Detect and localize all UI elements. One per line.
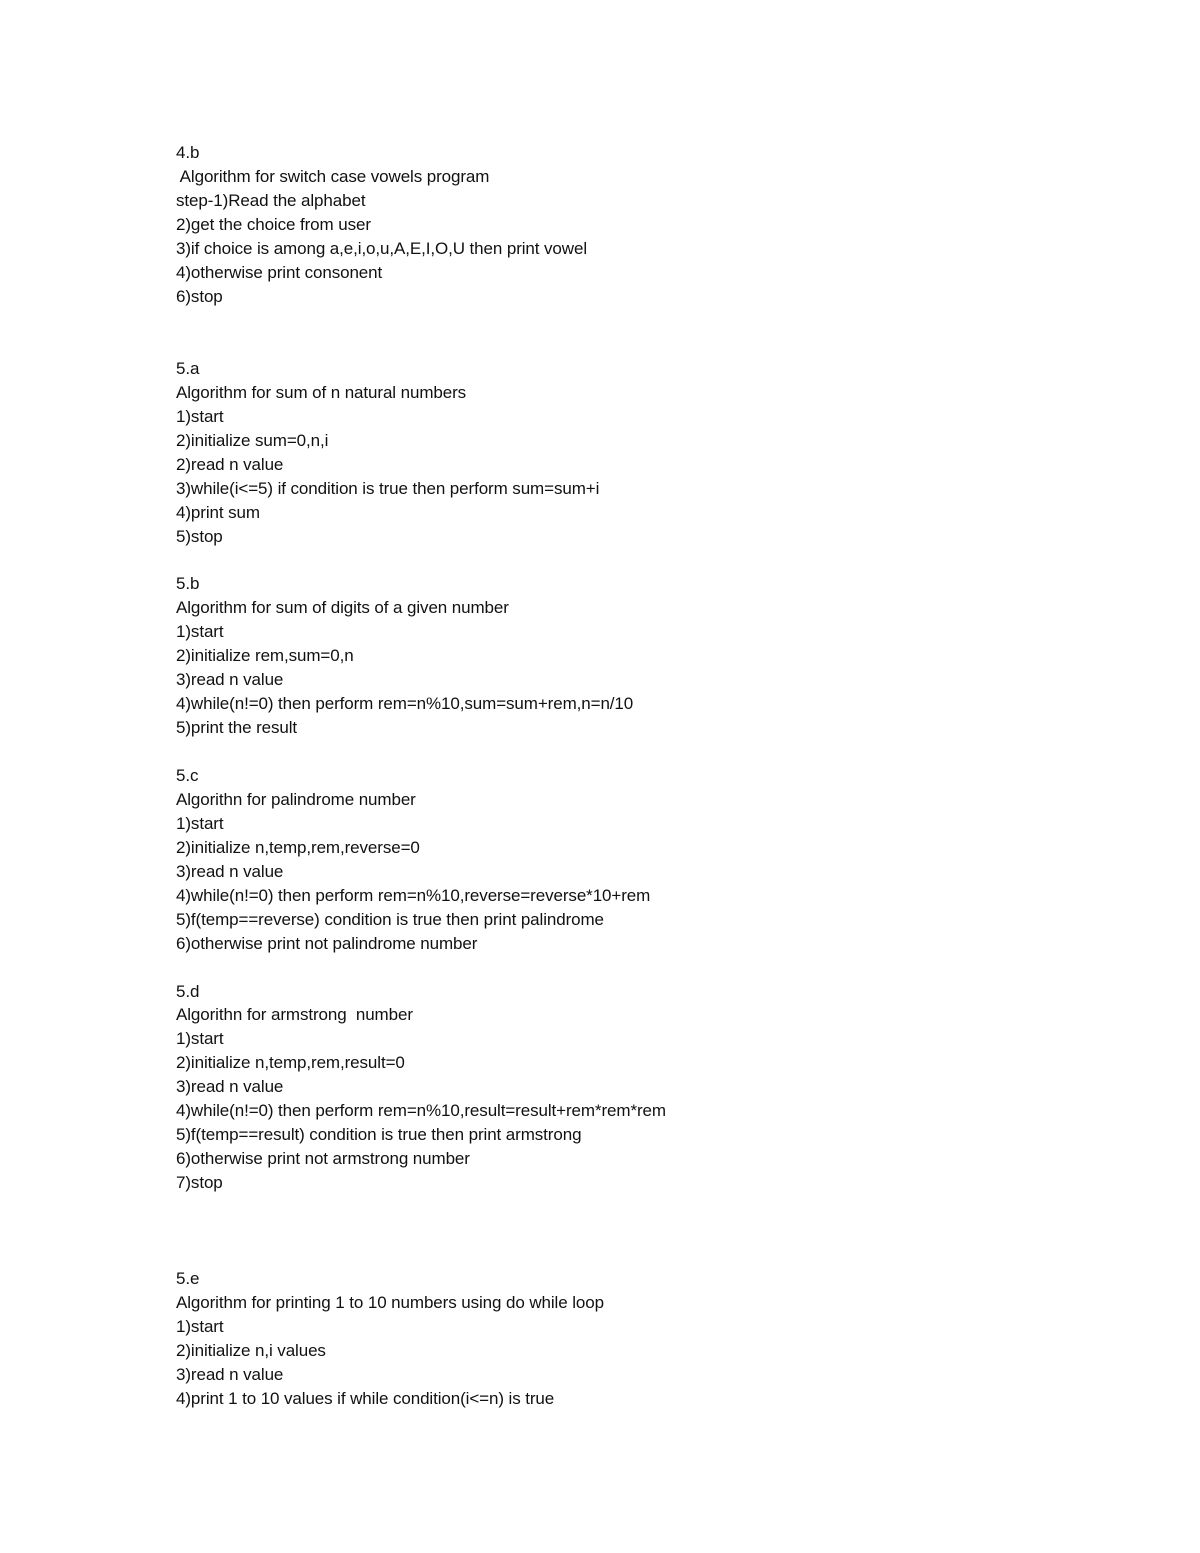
algorithm-title: Algorithn for armstrong number (176, 1005, 413, 1024)
algorithm-step: 6)stop (176, 287, 223, 306)
section-heading-5e: 5.e (176, 1269, 200, 1288)
algorithm-step: 2)initialize sum=0,n,i (176, 431, 329, 450)
algorithm-step: 2)read n value (176, 455, 284, 474)
algorithm-title: Algorithn for palindrome number (176, 790, 416, 809)
algorithm-step: step-1)Read the alphabet (176, 191, 366, 210)
algorithm-step: 4)print sum (176, 503, 260, 522)
algorithm-step: 3)read n value (176, 862, 284, 881)
algorithm-step: 2)initialize n,temp,rem,result=0 (176, 1053, 405, 1072)
algorithm-step: 5)print the result (176, 718, 298, 737)
algorithm-step: 1)start (176, 407, 224, 426)
algorithm-step: 3)if choice is among a,e,i,o,u,A,E,I,O,U then print vowel (176, 239, 587, 258)
algorithm-step: 6)otherwise print not armstrong number (176, 1149, 470, 1168)
algorithm-step: 1)start (176, 1317, 224, 1336)
algorithm-step: 2)initialize n,temp,rem,reverse=0 (176, 838, 420, 857)
algorithm-step: 4)print 1 to 10 values if while condition(i<=n) is true (176, 1389, 555, 1408)
algorithm-step: 3)read n value (176, 670, 284, 689)
algorithm-step: 3)read n value (176, 1365, 284, 1384)
algorithm-step: 5)f(temp==result) condition is true then print armstrong (176, 1125, 582, 1144)
algorithm-step: 6)otherwise print not palindrome number (176, 934, 478, 953)
algorithm-title: Algorithm for switch case vowels program (176, 167, 490, 186)
section-heading-4b: 4.b (176, 143, 200, 162)
algorithm-step: 2)initialize rem,sum=0,n (176, 646, 354, 665)
algorithm-step: 2)initialize n,i values (176, 1341, 326, 1360)
algorithm-step: 1)start (176, 1029, 224, 1048)
section-heading-5b: 5.b (176, 574, 200, 593)
section-heading-5c: 5.c (176, 766, 199, 785)
algorithm-step: 5)f(temp==reverse) condition is true then print palindrome (176, 910, 604, 929)
algorithm-step: 1)start (176, 622, 224, 641)
algorithm-step: 4)while(n!=0) then perform rem=n%10,result=result+rem*rem*rem (176, 1101, 666, 1120)
section-heading-5a: 5.a (176, 359, 200, 378)
algorithm-step: 1)start (176, 814, 224, 833)
algorithm-step: 4)while(n!=0) then perform rem=n%10,reverse=reverse*10+rem (176, 886, 651, 905)
algorithm-step: 3)read n value (176, 1077, 284, 1096)
algorithm-title: Algorithm for sum of n natural numbers (176, 383, 467, 402)
algorithm-title: Algorithm for sum of digits of a given number (176, 598, 509, 617)
algorithm-step: 2)get the choice from user (176, 215, 371, 234)
algorithm-step: 3)while(i<=5) if condition is true then perform sum=sum+i (176, 479, 600, 498)
algorithm-step: 4)while(n!=0) then perform rem=n%10,sum=sum+rem,n=n/10 (176, 694, 634, 713)
algorithm-step: 7)stop (176, 1173, 223, 1192)
section-heading-5d: 5.d (176, 982, 200, 1001)
algorithm-step: 4)otherwise print consonent (176, 263, 383, 282)
algorithm-title: Algorithm for printing 1 to 10 numbers using do while loop (176, 1293, 604, 1312)
algorithm-step: 5)stop (176, 527, 223, 546)
